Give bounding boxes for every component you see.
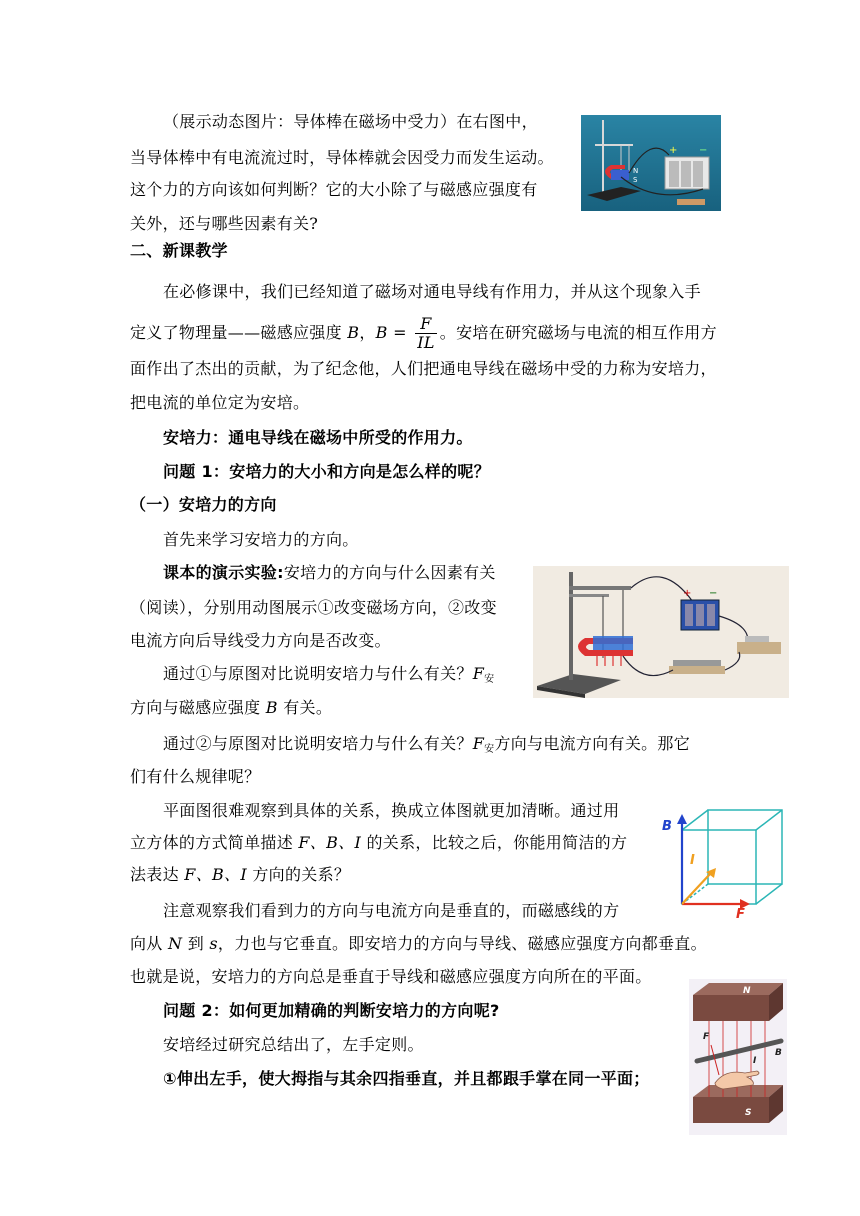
intro-line-1: （展示动态图片：导体棒在磁场中受力）在右图中，	[163, 112, 538, 131]
p3-line-3	[130, 864, 350, 886]
p1-line-3: 面作出了杰出的贡献，为了纪念他，人们把通电导线在磁场中受的力称为安培力，	[130, 359, 717, 378]
p1-line-4: 把电流的单位定为安培。	[130, 393, 310, 412]
section-heading: 二、新课教学	[130, 241, 228, 260]
magnet-n-label: N	[633, 167, 639, 175]
hand-b-label: B	[775, 1048, 782, 1058]
p1-comma: ，	[359, 323, 376, 342]
qa-f-sub: 安	[484, 674, 495, 685]
p1-line-2	[130, 315, 717, 352]
hand-i-label: I	[753, 1056, 757, 1066]
qb-f-symbol: F	[472, 734, 485, 753]
hand-n-label: N	[743, 986, 751, 996]
p3-line-3-pre: 法表达	[130, 865, 185, 884]
p4-line-3: 也就是说，安培力的方向总是垂直于导线和磁感应强度方向所在的平面。	[130, 967, 652, 986]
p1-line-1: 在必修课中，我们已经知道了磁场对通电导线有作用力，并从这个现象入手	[163, 282, 701, 301]
question-1: 问题 1：安培力的大小和方向是怎么样的呢？	[163, 462, 491, 481]
qb-f-sub: 安	[484, 744, 495, 755]
hand-s-label: S	[745, 1108, 752, 1118]
intro-line-4: 关外，还与哪些因素有关?	[130, 214, 319, 233]
p1-eq: =	[387, 323, 413, 342]
intro-line-3: 这个力的方向该如何判断？它的大小除了与磁感应强度有	[130, 180, 538, 199]
battery-plus-label: +	[669, 145, 678, 156]
subsection-direction: （一）安培力的方向	[130, 495, 277, 514]
cube-f-label: F	[736, 907, 745, 920]
p4-line-2-post: ，力也与它垂直。即安培力的方向与导线、磁感应强度方向都垂直。	[217, 934, 707, 953]
p2-line: 首先来学习安培力的方向。	[163, 530, 359, 549]
p4-line-1: 注意观察我们看到力的方向与电流方向是垂直的，而磁感线的方	[163, 901, 620, 920]
p3-line-2-pre: 立方体的方式简单描述	[130, 833, 299, 852]
cube-i-label: I	[690, 853, 695, 868]
fraction-denominator: IL	[417, 333, 435, 352]
p3-line-3-vars: F、B、I	[184, 865, 247, 884]
intro-line-2: 当导体棒中有电流流过时，导体棒就会因受力而发生运动。	[130, 148, 554, 167]
demo-battery-plus: +	[683, 588, 692, 599]
qa-line-2	[130, 697, 332, 719]
demo-line-2: （阅读），分别用动图展示①改变磁场方向，②改变	[130, 598, 497, 617]
p1-b-symbol: B	[347, 323, 360, 342]
p3-line-1: 平面图很难观察到具体的关系，换成立体图就更加清晰。通过用	[163, 801, 620, 820]
p3-line-2-vars: F、B、I	[298, 833, 362, 852]
left-hand-rule-figure	[689, 979, 787, 1135]
qa-line-2-pre: 方向与磁感应强度	[130, 698, 266, 717]
cube-b-label: B	[662, 819, 672, 834]
left-hand-rule-1: ①伸出左手，使大拇指与其余四指垂直，并且都跟手掌在同一平面；	[163, 1069, 650, 1088]
p4-line-2-pre: 向从	[130, 934, 168, 953]
conductor-rod-figure	[581, 115, 721, 211]
p4-line-2-mid: 到	[182, 934, 210, 953]
question-2: 问题 2：如何更加精确的判断安培力的方向呢?	[163, 1001, 500, 1020]
p4-line-2	[130, 933, 707, 955]
battery-minus-label: −	[699, 145, 708, 156]
demo-bold-label: 课本的演示实验:	[163, 563, 284, 582]
qa-b-symbol: B	[265, 698, 278, 717]
p3-line-2	[130, 832, 627, 854]
cube-fbi-figure	[656, 800, 786, 920]
magnet-s-label: S	[633, 176, 638, 184]
qa-line-1	[163, 663, 494, 691]
demo-battery-minus: −	[709, 588, 718, 599]
qa-line-1-text: 通过①与原图对比说明安培力与什么有关？	[163, 664, 473, 683]
hand-f-label: F	[703, 1032, 710, 1042]
b-formula-fraction	[415, 315, 437, 352]
p1-line-2-post: 。安培在研究磁场与电流的相互作用方	[439, 323, 717, 342]
qb-line-1	[163, 733, 690, 761]
ampere-force-definition: 安培力：通电导线在磁场中所受的作用力。	[163, 428, 473, 447]
demo-apparatus-figure	[533, 566, 789, 698]
p1-line-2-pre: 定义了物理量——磁感应强度	[130, 323, 348, 342]
p4-n-symbol: N	[168, 934, 183, 953]
p3-line-3-post: 方向的关系？	[246, 865, 351, 884]
fraction-numerator: F	[415, 315, 437, 334]
p4-s-symbol: s	[209, 934, 218, 953]
qa-line-2-post: 有关。	[277, 698, 333, 717]
qb-line-2: 们有什么规律呢？	[130, 767, 261, 786]
qa-f-symbol: F	[472, 664, 485, 683]
p1-b-eq: B	[375, 323, 388, 342]
demo-line-1-rest: 安培力的方向与什么因素有关	[283, 563, 496, 582]
p3-line-2-post: 的关系，比较之后，你能用简洁的方	[361, 833, 628, 852]
qb-line-1-pre: 通过②与原图对比说明安培力与什么有关？	[163, 734, 473, 753]
qb-line-1-post: 方向与电流方向有关。那它	[494, 734, 691, 753]
p5-line: 安培经过研究总结出了，左手定则。	[163, 1035, 424, 1054]
demo-line-3: 电流方向后导线受力方向是否改变。	[130, 631, 391, 650]
demo-line-1	[163, 562, 496, 584]
